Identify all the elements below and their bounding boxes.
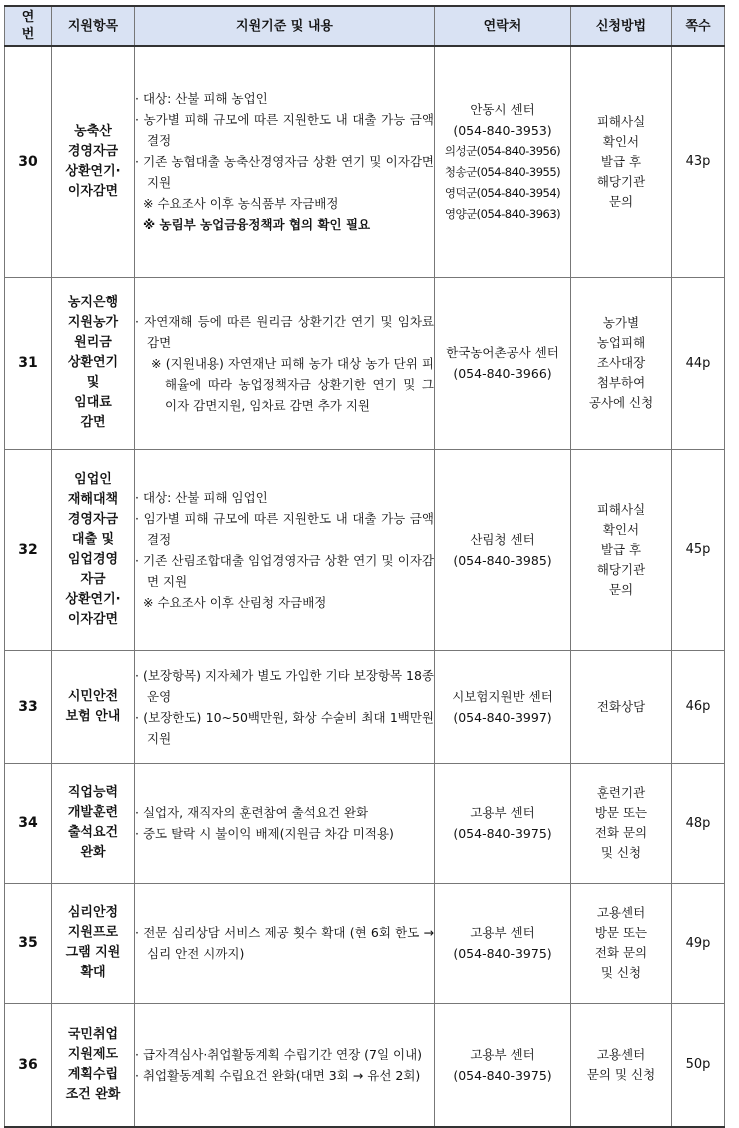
item-line: 완화 — [80, 845, 106, 860]
method-line: 해당기관 — [596, 173, 646, 189]
row-number: 33 — [5, 650, 52, 763]
item-line: 지원프로 — [67, 925, 119, 940]
method-line: 및 신청 — [600, 965, 642, 980]
support-item — [52, 46, 135, 277]
item-line: 경영자금 — [67, 143, 119, 159]
contact-line: 고용부 센터 — [470, 925, 535, 940]
item-line: 상환연기· — [65, 591, 121, 607]
method-line: 문의 — [608, 193, 634, 209]
contact-phone: (054-840-3953) — [453, 122, 552, 138]
contact-cell — [435, 277, 571, 449]
item-line: 그램 지원 — [65, 945, 121, 960]
contact-phone: 청송군(054-840-3955) — [444, 164, 561, 179]
header-item: 지원항목 — [52, 6, 135, 46]
method-line: 조사대장 — [596, 355, 646, 370]
content-note: ※ 수요조사 이후 농식품부 자금배정 — [143, 196, 339, 212]
contact-line: 고용부 센터 — [470, 805, 535, 820]
method-line: 문의 및 신청 — [586, 1066, 656, 1082]
header-method: 신청방법 — [571, 6, 672, 46]
method-cell — [571, 449, 672, 650]
header-content: 지원기준 및 내용 — [135, 6, 435, 46]
item-line: 임업인 — [74, 471, 112, 487]
support-content — [135, 763, 435, 883]
item-line: 경영자금 — [67, 511, 119, 527]
item-line: 심리안정 — [67, 905, 119, 920]
table-row — [5, 1003, 725, 1127]
content-bullet: · 대상: 산불 피해 임업인 — [135, 489, 268, 505]
header-num-line2: 번 — [21, 27, 35, 42]
method-line: 방문 또는 — [594, 805, 648, 820]
item-line: 이자감면 — [67, 183, 119, 199]
support-table — [4, 5, 725, 1128]
contact-phone: (054-840-3975) — [453, 826, 552, 841]
item-line: 확대 — [80, 965, 106, 980]
content-bullet: · 급자격심사·취업활동계획 수립기간 연장 (7일 이내) — [135, 1046, 423, 1062]
page-number: 44p — [672, 277, 725, 449]
method-cell — [571, 277, 672, 449]
contact-line: 시보험지원반 센터 — [452, 688, 553, 704]
item-line: 국민취업 — [67, 1026, 119, 1042]
method-line: 해당기관 — [596, 561, 646, 577]
page-number: 43p — [672, 46, 725, 277]
table-row — [5, 449, 725, 650]
method-line: 확인서 — [602, 521, 640, 537]
contact-cell — [435, 1003, 571, 1127]
item-line: 임대료 — [74, 395, 112, 410]
contact-line: 한국농어촌공사 센터 — [446, 345, 559, 360]
item-line: 농지은행 — [67, 295, 119, 310]
row-number: 30 — [5, 46, 52, 277]
content-bullet: · (보장한도) 10~50백만원, 화상 수술비 최대 1백만원 지원 — [135, 709, 434, 746]
item-line: 상환연기 — [67, 355, 119, 370]
table-row — [5, 650, 725, 763]
support-item — [52, 883, 135, 1003]
contact-phone: (054-840-3975) — [453, 1067, 552, 1083]
support-content — [135, 46, 435, 277]
method-line: 고용센터 — [596, 1046, 646, 1062]
item-line: 지원제도 — [67, 1046, 119, 1062]
method-line: 발급 후 — [600, 153, 642, 169]
method-line: 전화 문의 — [594, 945, 648, 960]
item-line: 직업능력 — [67, 785, 119, 800]
support-item — [52, 1003, 135, 1127]
header-contact: 연락처 — [435, 6, 571, 46]
table-row — [5, 763, 725, 883]
contact-line: 고용부 센터 — [470, 1046, 535, 1062]
item-line: 및 — [86, 375, 100, 390]
item-line: 감면 — [80, 415, 106, 430]
support-content — [135, 277, 435, 449]
item-line: 보험 안내 — [65, 708, 121, 724]
method-cell — [571, 46, 672, 277]
support-content — [135, 1003, 435, 1127]
page-number: 45p — [672, 449, 725, 650]
header-page: 쪽수 — [672, 6, 725, 46]
content-note: ※ (지원내용) 자연재난 피해 농가 대상 농가 단위 피해율에 따라 농업정책자금 상환기한 연기 및 그 이자 감면지원, 임차료 감면 추가 지원 — [151, 355, 434, 413]
content-bullet: · 대상: 산불 피해 농업인 — [135, 91, 268, 107]
page-number: 46p — [672, 650, 725, 763]
content-note-bold: ※ 농림부 농업금융정책과 협의 확인 필요 — [143, 217, 371, 233]
header-num — [5, 6, 52, 46]
item-line: 임업경영 — [67, 551, 119, 567]
contact-phone: 영덕군(054-840-3954) — [444, 185, 561, 200]
table-row — [5, 46, 725, 277]
method-line: 첨부하여 — [596, 375, 646, 390]
method-cell — [571, 883, 672, 1003]
content-bullet: · 실업자, 재직자의 훈련참여 출석요건 완화 — [135, 805, 369, 820]
method-line: 고용센터 — [596, 905, 646, 920]
support-content — [135, 883, 435, 1003]
item-line: 계획수립 — [67, 1066, 119, 1082]
support-item — [52, 277, 135, 449]
contact-line: 산림청 센터 — [470, 531, 535, 547]
method-line: 농업피해 — [596, 335, 646, 350]
table-header-row — [5, 6, 725, 46]
page-number: 49p — [672, 883, 725, 1003]
item-line: 자금 — [80, 571, 106, 587]
item-line: 조건 완화 — [65, 1086, 121, 1102]
row-number: 31 — [5, 277, 52, 449]
support-content — [135, 650, 435, 763]
support-item — [52, 763, 135, 883]
contact-phone: 영양군(054-840-3963) — [444, 206, 561, 221]
method-cell — [571, 1003, 672, 1127]
row-number: 32 — [5, 449, 52, 650]
contact-phone: 의성군(054-840-3956) — [444, 143, 561, 158]
method-line: 훈련기관 — [596, 785, 646, 800]
row-number: 36 — [5, 1003, 52, 1127]
table-row — [5, 277, 725, 449]
method-line: 공사에 신청 — [588, 395, 654, 410]
contact-phone: (054-840-3985) — [453, 552, 552, 568]
header-num-line1: 연 — [21, 10, 35, 25]
item-line: 시민안전 — [67, 688, 119, 704]
method-line: 확인서 — [602, 133, 640, 149]
item-line: 대출 및 — [71, 531, 115, 547]
method-cell — [571, 763, 672, 883]
table-row — [5, 883, 725, 1003]
contact-cell — [435, 883, 571, 1003]
item-line: 이자감면 — [67, 611, 119, 627]
method-line: 피해사실 — [596, 501, 646, 517]
method-line: 전화 문의 — [594, 825, 648, 840]
method-line: 방문 또는 — [594, 925, 648, 940]
contact-cell — [435, 46, 571, 277]
method-line: 농가별 — [602, 315, 640, 330]
row-number: 34 — [5, 763, 52, 883]
content-note: ※ 수요조사 이후 산림청 자금배정 — [143, 594, 327, 610]
method-cell — [571, 650, 672, 763]
support-item — [52, 650, 135, 763]
page-number: 48p — [672, 763, 725, 883]
contact-cell — [435, 650, 571, 763]
content-bullet: · 기존 농협대출 농축산경영자금 상환 연기 및 이자감면 지원 — [135, 154, 434, 191]
method-line: 및 신청 — [600, 845, 642, 860]
content-bullet: · 중도 탈락 시 불이익 배제(지원금 차감 미적용) — [135, 826, 394, 841]
item-line: 출석요건 — [67, 825, 119, 840]
content-bullet: · 기존 산림조합대출 임업경영자금 상환 연기 및 이자감면 지원 — [135, 552, 434, 589]
content-bullet: · 농가별 피해 규모에 따른 지원한도 내 대출 가능 금액결정 — [135, 112, 434, 149]
item-line: 지원농가 — [67, 315, 119, 330]
content-bullet: · 임가별 피해 규모에 따른 지원한도 내 대출 가능 금액 결정 — [135, 510, 434, 547]
content-bullet: · 자연재해 등에 따른 원리금 상환기간 연기 및 임차료 감면 — [135, 313, 434, 350]
support-content — [135, 449, 435, 650]
item-line: 재해대책 — [67, 491, 119, 507]
contact-phone: (054-840-3966) — [453, 366, 552, 381]
page-number: 50p — [672, 1003, 725, 1127]
contact-phone: (054-840-3997) — [453, 709, 552, 725]
item-line: 원리금 — [74, 335, 112, 350]
contact-cell — [435, 763, 571, 883]
method-line: 전화상담 — [596, 698, 646, 714]
support-item — [52, 449, 135, 650]
content-bullet: · (보장항목) 지자체가 별도 가입한 기타 보장항목 18종 운영 — [135, 667, 434, 704]
content-bullet: · 취업활동계획 수립요건 완화(대면 3회 → 유선 2회) — [135, 1067, 421, 1083]
row-number: 35 — [5, 883, 52, 1003]
method-line: 발급 후 — [600, 541, 642, 557]
contact-line: 안동시 센터 — [470, 101, 535, 117]
item-line: 상환연기· — [65, 163, 121, 179]
item-line: 농축산 — [74, 123, 112, 139]
item-line: 개발훈련 — [67, 805, 119, 820]
method-line: 피해사실 — [596, 113, 646, 129]
method-line: 문의 — [608, 581, 634, 597]
contact-phone: (054-840-3975) — [453, 946, 552, 961]
content-bullet: · 전문 심리상담 서비스 제공 횟수 확대 (현 6회 한도 → 심리 안전 시까지) — [135, 925, 434, 961]
contact-cell — [435, 449, 571, 650]
